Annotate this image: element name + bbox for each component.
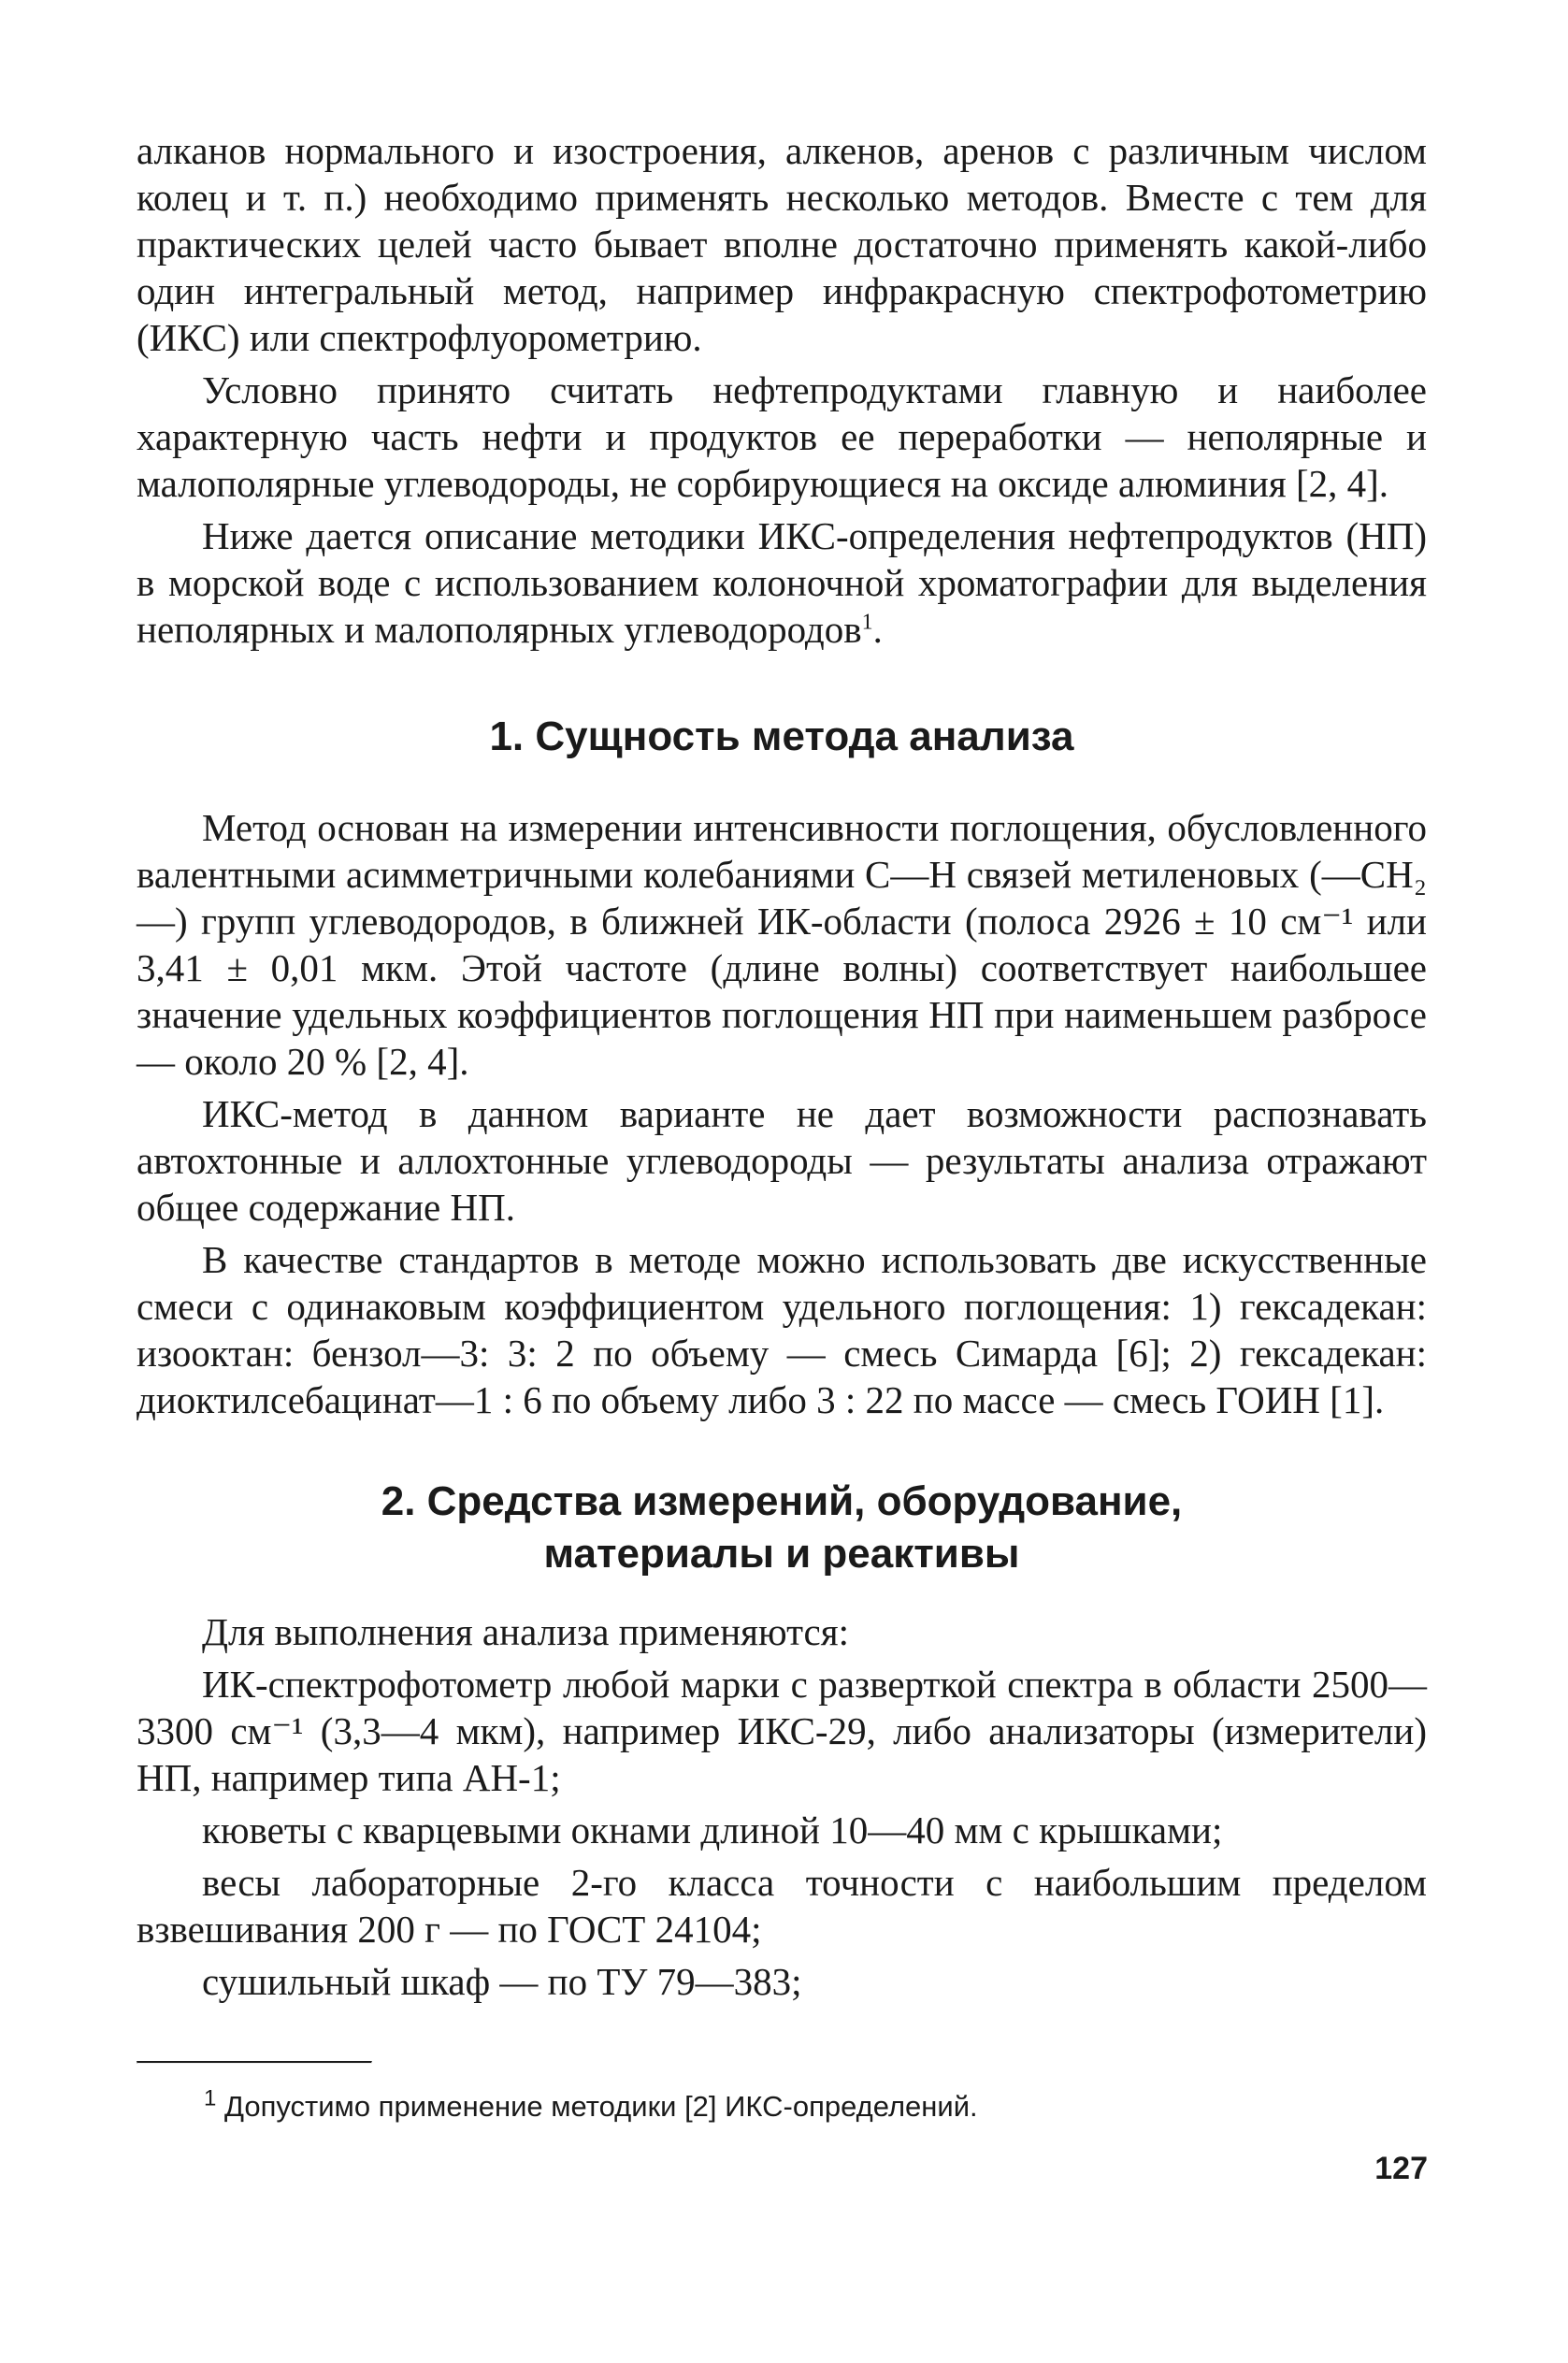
intro-paragraph-2: Условно принято считать нефтепродуктами главную и наиболее характерную часть нефти и продуктов ее переработки — неполярные и малополярные углеводороды, не сорбирующиеся на оксиде алюминия [2, 4]. bbox=[137, 368, 1427, 505]
footnote-marker: 1 bbox=[204, 2085, 217, 2111]
page-number: 127 bbox=[1374, 2151, 1428, 2186]
intro-paragraph-3-text: Ниже дается описание методики ИКС-определения нефтепродуктов (НП) в морской воде с использованием колоночной хроматографии для выделения неполярных и малополярных углеводородов bbox=[137, 514, 1427, 651]
page-body bbox=[137, 127, 1427, 2125]
section-2-heading-line-2: материалы и реактивы bbox=[543, 1531, 1020, 1577]
intro-paragraph-3 bbox=[137, 512, 1427, 653]
section-2-paragraph-2: ИК-спектрофотометр любой марки с разверткой спектра в области 2500—3300 см⁻¹ (3,3—4 мкм), например ИКС-29, либо анализаторы (измерители) НП, например типа АН-1; bbox=[137, 1663, 1427, 1799]
section-2-paragraph-1: Для выполнения анализа применяются: bbox=[202, 1610, 849, 1653]
section-2-paragraph-3: кюветы с кварцевыми окнами длиной 10—40 мм с крышками; bbox=[202, 1808, 1223, 1851]
section-1-heading: 1. Сущность метода анализа bbox=[489, 713, 1074, 759]
intro-paragraph-1: алканов нормального и изостроения, алкенов, аренов с различным числом колец и т. п.) необходимо применять несколько методов. Вместе с тем для практических целей часто бывает вполне достаточно применять какой-либо один интегральный метод, например инфракрасную спектрофотометрию (ИКС) или спектрофлуорометрию. bbox=[137, 129, 1427, 359]
section-1-paragraph-2: ИКС-метод в данном варианте не дает возможности распознавать автохтонные и аллохтонные углеводороды — результаты анализа отражают общее содержание НП. bbox=[137, 1092, 1427, 1229]
section-1-paragraph-3: В качестве стандартов в методе можно использовать две искусственные смеси с одинаковым коэффициентом удельного поглощения: 1) гексадекан: изооктан: бензол—3: 3: 2 по объему — смесь Симарда [6]; 2) гексадекан: диоктилсебацинат—1 : 6 по объему либо 3 : 22 по массе — смесь ГОИН [1]. bbox=[137, 1238, 1427, 1421]
section-2-paragraph-4: весы лабораторные 2-го класса точности с наибольшим пределом взвешивания 200 г — по ГОСТ 24104; bbox=[137, 1861, 1427, 1951]
footnote-text: Допустимо применение методики [2] ИКС-определений. bbox=[223, 2090, 978, 2123]
section-2-heading bbox=[137, 1476, 1427, 1580]
section-2-heading-line-1: 2. Средства измерений, оборудование, bbox=[381, 1478, 1183, 1524]
section-1-paragraph-1: Метод основан на измерении интенсивности поглощения, обусловленного валентными асимметричными колебаниями С—Н связей метиленовых (—СН₂—) групп углеводородов, в ближней ИК-области (полоса 2926 ± 10 см⁻¹ или 3,41 ± 0,01 мкм. Этой частоте (длине волны) соответствует наибольшее значение удельных коэффициентов поглощения НП при наименьшем разбросе — около 20 % [2, 4]. bbox=[137, 806, 1427, 1083]
footnote bbox=[137, 2085, 1427, 2125]
footnote-reference: 1 bbox=[861, 610, 873, 635]
intro-paragraph-3-end: . bbox=[872, 608, 883, 651]
section-2-paragraph-5: сушильный шкаф — по ТУ 79—383; bbox=[202, 1960, 802, 2003]
